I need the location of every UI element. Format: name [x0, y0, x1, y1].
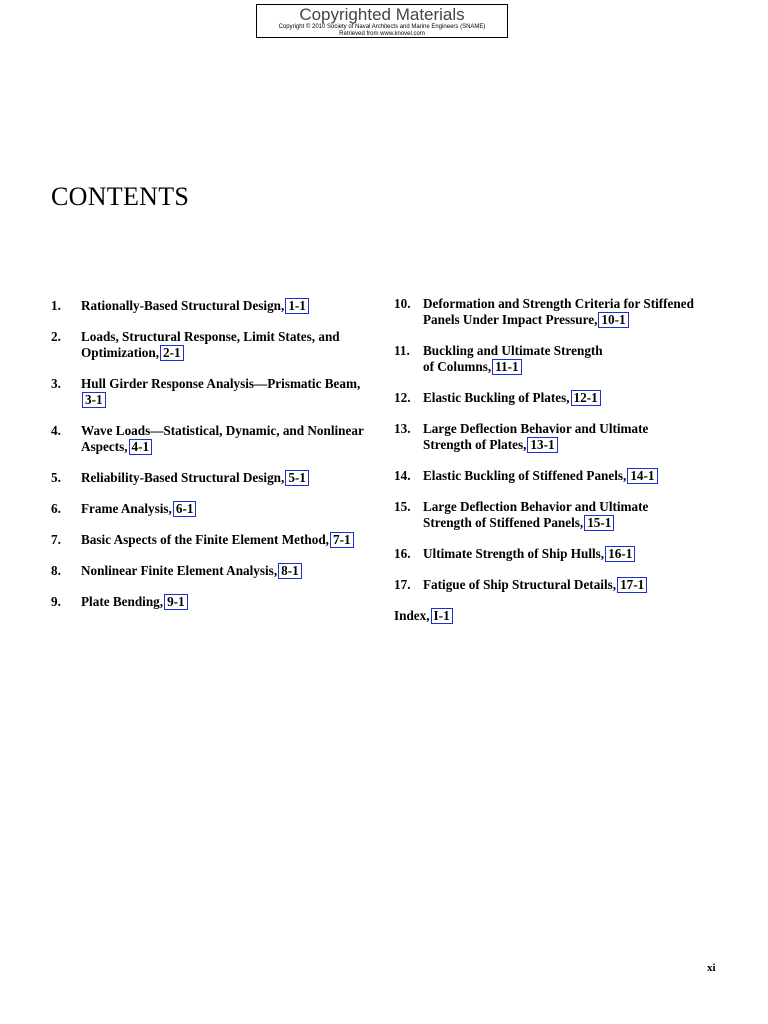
toc-entry: [51, 532, 381, 548]
chapter-number: 10.: [394, 296, 411, 311]
chapter-number: 3.: [51, 376, 61, 391]
toc-entry: [394, 343, 724, 375]
chapter-number: 4.: [51, 423, 61, 438]
toc-entry: [394, 499, 724, 531]
toc-entry: [394, 546, 724, 562]
chapter-title: Large Deflection Behavior and Ultimate Strength of Plates,: [423, 421, 649, 452]
banner-source-line: Retrieved from www.knovel.com: [339, 30, 425, 37]
chapter-number: 2.: [51, 329, 61, 344]
page-link[interactable]: 1-1: [285, 298, 309, 314]
chapter-number: 5.: [51, 470, 61, 485]
chapter-title: Reliability-Based Structural Design,: [81, 470, 285, 485]
toc-entry: [51, 501, 381, 517]
toc-right-column: [394, 296, 724, 624]
page-link[interactable]: 12-1: [571, 390, 601, 406]
page-number: xi: [707, 962, 716, 974]
page-link[interactable]: 8-1: [278, 563, 302, 579]
chapter-number: 16.: [394, 546, 411, 561]
banner-title: Copyrighted Materials: [299, 5, 465, 24]
chapter-number: 17.: [394, 577, 411, 592]
page-link[interactable]: 15-1: [584, 515, 614, 531]
toc-entry: [394, 577, 724, 593]
chapter-number: 15.: [394, 499, 411, 514]
chapter-title: Buckling and Ultimate Strength of Columns,: [423, 343, 603, 374]
page-link[interactable]: 11-1: [492, 359, 521, 375]
chapter-title: Hull Girder Response Analysis—Prismatic Beam,: [81, 376, 361, 391]
toc-entry: [51, 329, 381, 361]
chapter-number: 14.: [394, 468, 411, 483]
page-link[interactable]: 16-1: [605, 546, 635, 562]
page-link[interactable]: 3-1: [82, 392, 106, 408]
toc-entry: [394, 296, 724, 328]
chapter-title: Frame Analysis,: [81, 501, 172, 516]
toc-entry: [51, 423, 381, 455]
toc-entry: [51, 563, 381, 579]
toc-entry: [51, 470, 381, 486]
page-link[interactable]: 14-1: [627, 468, 657, 484]
page-link[interactable]: 6-1: [173, 501, 197, 517]
chapter-title: Loads, Structural Response, Limit States, and Optimization,: [81, 329, 340, 360]
page-link[interactable]: 5-1: [285, 470, 309, 486]
chapter-title: Rationally-Based Structural Design,: [81, 298, 285, 313]
chapter-number: 9.: [51, 594, 61, 609]
chapter-title: Plate Bending,: [81, 594, 164, 609]
page-link[interactable]: 7-1: [330, 532, 354, 548]
chapter-number: 13.: [394, 421, 411, 436]
chapter-number: 7.: [51, 532, 61, 547]
chapter-title: Ultimate Strength of Ship Hulls,: [423, 546, 605, 561]
chapter-title: Wave Loads—Statistical, Dynamic, and Nonlinear Aspects,: [81, 423, 364, 454]
toc-entry: [51, 298, 381, 314]
toc-entry: [51, 594, 381, 610]
banner-copyright-line: Copyright © 2010 Society of Naval Architects and Marine Engineers (SNAME): [278, 24, 486, 30]
chapter-number: 12.: [394, 390, 411, 405]
index-page-link[interactable]: I-1: [431, 608, 453, 624]
chapter-title: Elastic Buckling of Plates,: [423, 390, 570, 405]
page-link[interactable]: 10-1: [598, 312, 628, 328]
page-title: CONTENTS: [51, 182, 190, 211]
chapter-number: 1.: [51, 298, 61, 313]
page-link[interactable]: 9-1: [164, 594, 188, 610]
chapter-number: 11.: [394, 343, 410, 358]
index-title: Index,: [394, 608, 430, 623]
chapter-title: Large Deflection Behavior and Ultimate Strength of Stiffened Panels,: [423, 499, 649, 530]
page-link[interactable]: 13-1: [527, 437, 557, 453]
chapter-number: 8.: [51, 563, 61, 578]
toc-entry: [394, 468, 724, 484]
toc-left-column: [51, 298, 381, 625]
chapter-title: Fatigue of Ship Structural Details,: [423, 577, 617, 592]
toc-entry: [394, 390, 724, 406]
chapter-title: Basic Aspects of the Finite Element Method,: [81, 532, 329, 547]
toc-entry: [394, 421, 724, 453]
chapter-title: Elastic Buckling of Stiffened Panels,: [423, 468, 627, 483]
page-link[interactable]: 4-1: [129, 439, 153, 455]
toc-entry: [51, 376, 381, 408]
copyright-banner: [256, 4, 508, 38]
page-link[interactable]: 17-1: [617, 577, 647, 593]
chapter-title: Nonlinear Finite Element Analysis,: [81, 563, 278, 578]
index-entry: [394, 608, 724, 624]
chapter-title: Deformation and Strength Criteria for Stiffened Panels Under Impact Pressure,: [423, 296, 694, 327]
chapter-number: 6.: [51, 501, 61, 516]
page-link[interactable]: 2-1: [160, 345, 184, 361]
